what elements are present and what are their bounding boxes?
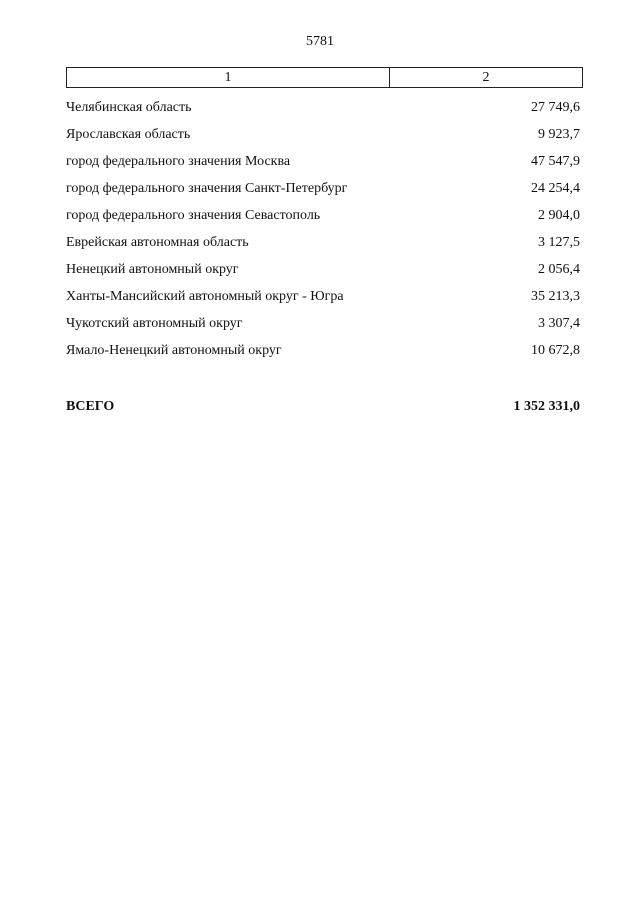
region-value: 2 904,0 <box>538 208 580 223</box>
table-row <box>66 288 580 315</box>
region-list <box>66 99 580 369</box>
region-name: Челябинская область <box>66 100 192 115</box>
region-name: город федерального значения Санкт-Петербург <box>66 181 348 196</box>
table-row <box>66 342 580 369</box>
region-name: город федерального значения Москва <box>66 154 291 169</box>
region-name: Ярославская область <box>66 127 191 142</box>
region-name: Чукотский автономный округ <box>66 316 243 331</box>
region-value: 3 307,4 <box>538 316 580 331</box>
region-value: 9 923,7 <box>538 127 580 142</box>
column-header-table <box>66 67 583 88</box>
table-row <box>66 261 580 288</box>
region-value: 47 547,9 <box>531 154 580 169</box>
column-header-2: 2 <box>390 68 583 88</box>
region-value: 35 213,3 <box>531 289 580 304</box>
total-value: 1 352 331,0 <box>513 399 580 414</box>
table-row <box>66 153 580 180</box>
table-row <box>66 180 580 207</box>
column-header-row <box>67 68 583 88</box>
table-row <box>66 126 580 153</box>
region-name: Ненецкий автономный округ <box>66 262 239 277</box>
total-label: ВСЕГО <box>66 399 115 414</box>
region-name: Ханты-Мансийский автономный округ - Югра <box>66 289 344 304</box>
region-name: Ямало-Ненецкий автономный округ <box>66 343 282 358</box>
column-header-1: 1 <box>67 68 390 88</box>
table-row <box>66 234 580 261</box>
table-row <box>66 207 580 234</box>
region-value: 3 127,5 <box>538 235 580 250</box>
region-name: Еврейская автономная область <box>66 235 249 250</box>
table-row <box>66 315 580 342</box>
region-value: 27 749,6 <box>531 100 580 115</box>
region-value: 10 672,8 <box>531 343 580 358</box>
region-value: 2 056,4 <box>538 262 580 277</box>
region-name: город федерального значения Севастополь <box>66 208 321 223</box>
region-value: 24 254,4 <box>531 181 580 196</box>
page-number: 5781 <box>306 34 334 49</box>
total-row <box>66 398 580 418</box>
table-row <box>66 99 580 126</box>
